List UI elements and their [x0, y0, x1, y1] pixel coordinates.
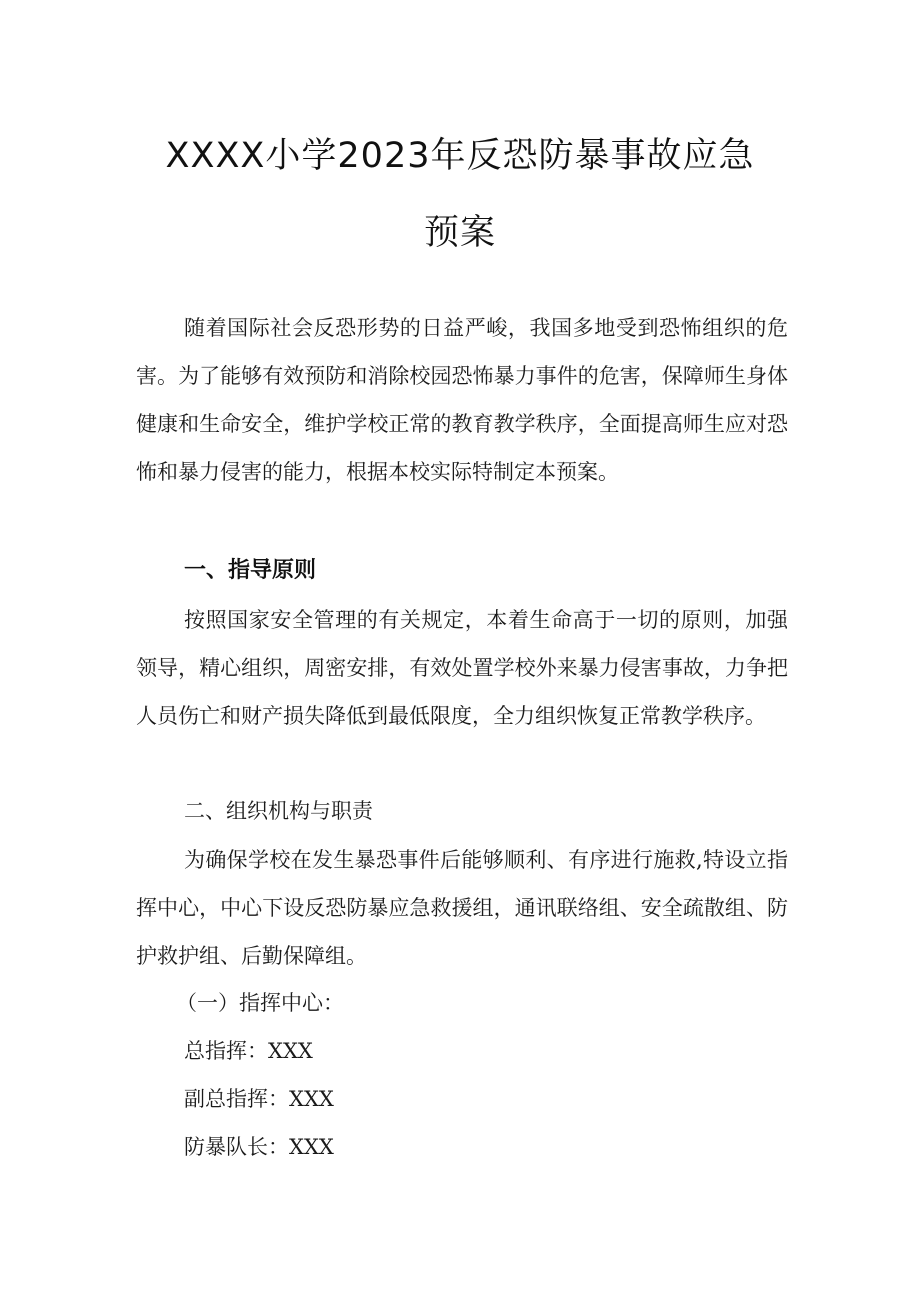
organization-paragraph: 为确保学校在发生暴恐事件后能够顺利、有序进行施救,特设立指挥中心，中心下设反恐防暴应急救援组，通讯联络组、安全疏散组、防护救护组、后勤保障组。: [136, 848, 788, 968]
intro-paragraph: 随着国际社会反恐形势的日益严峻，我国多地受到恐怖组织的危害。为了能够有效预防和消除校园恐怖暴力事件的危害，保障师生身体健康和生命安全，维护学校正常的教育教学秩序，全面提高师生应对恐怖和暴力侵害的能力，根据本校实际特制定本预案。: [136, 316, 788, 484]
subsection-heading-command-center: （一）指挥中心：: [176, 991, 344, 1015]
role-commander: 总指挥：XXX: [184, 1039, 313, 1063]
document-title-line-2: 预案: [423, 213, 496, 253]
section-heading-guiding-principles: 一、指导原则: [184, 558, 317, 583]
document-title-line-1: XXXX小学2023年反恐防暴事故应急: [165, 136, 755, 176]
role-deputy-commander: 副总指挥：XXX: [184, 1087, 334, 1111]
guiding-principles-paragraph: 按照国家安全管理的有关规定，本着生命高于一切的原则，加强领导，精心组织，周密安排，有效处置学校外来暴力侵害事故，力争把人员伤亡和财产损失降低到最低限度，全力组织恢复正常教学秩序。: [136, 608, 788, 728]
role-riot-team-leader: 防暴队长：XXX: [184, 1135, 334, 1159]
section-heading-organization: 二、组织机构与职责: [184, 799, 373, 823]
